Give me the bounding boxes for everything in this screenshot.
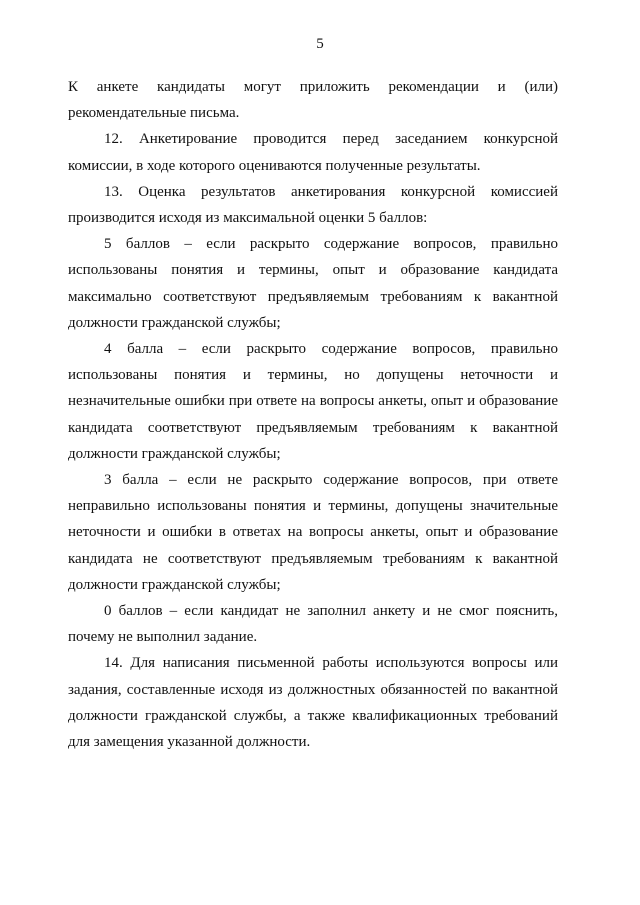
paragraph-item-13: 13. Оценка результатов анкетирования конкурсной комиссией производится исходя из максимальной оценки 5 баллов: bbox=[68, 183, 558, 227]
paragraph-recommendations: К анкете кандидаты могут приложить рекомендации и (или) рекомендательные письма. bbox=[68, 79, 558, 122]
document-body bbox=[68, 74, 558, 755]
paragraph-score-4: 4 балла – если раскрыто содержание вопросов, правильно использованы понятия и термины, но допущены неточности и незначительные ошибки при ответе на вопросы анкеты, опыт и образование кандидата соответствуют предъявляемым требованиям к вакантной должности гражданской службы; bbox=[68, 341, 558, 462]
paragraph-score-0: 0 баллов – если кандидат не заполнил анкету и не смог пояснить, почему не выполнил задание. bbox=[68, 603, 558, 646]
paragraph-item-14: 14. Для написания письменной работы используются вопросы или задания, составленные исходя из должностных обязанностей по вакантной должности гражданской службы, а также квалификационных требований для замещения указанной должности. bbox=[68, 655, 558, 751]
paragraph-score-5: 5 баллов – если раскрыто содержание вопросов, правильно использованы понятия и термины, опыт и образование кандидата максимально соответствуют предъявляемым требованиям к вакантной должности гражданской службы; bbox=[68, 236, 558, 331]
paragraph-score-3: 3 балла – если не раскрыто содержание вопросов, при ответе неправильно использованы понятия и термины, допущены значительные неточности и ошибки в ответах на вопросы анкеты, опыт и образование кандидата не соответствуют предъявляемым требованиям к вакантной должности гражданской службы; bbox=[68, 472, 558, 593]
paragraph-item-12: 12. Анкетирование проводится перед заседанием конкурсной комиссии, в ходе которого оцениваются полученные результаты. bbox=[68, 131, 558, 174]
page-number: 5 bbox=[316, 36, 324, 52]
